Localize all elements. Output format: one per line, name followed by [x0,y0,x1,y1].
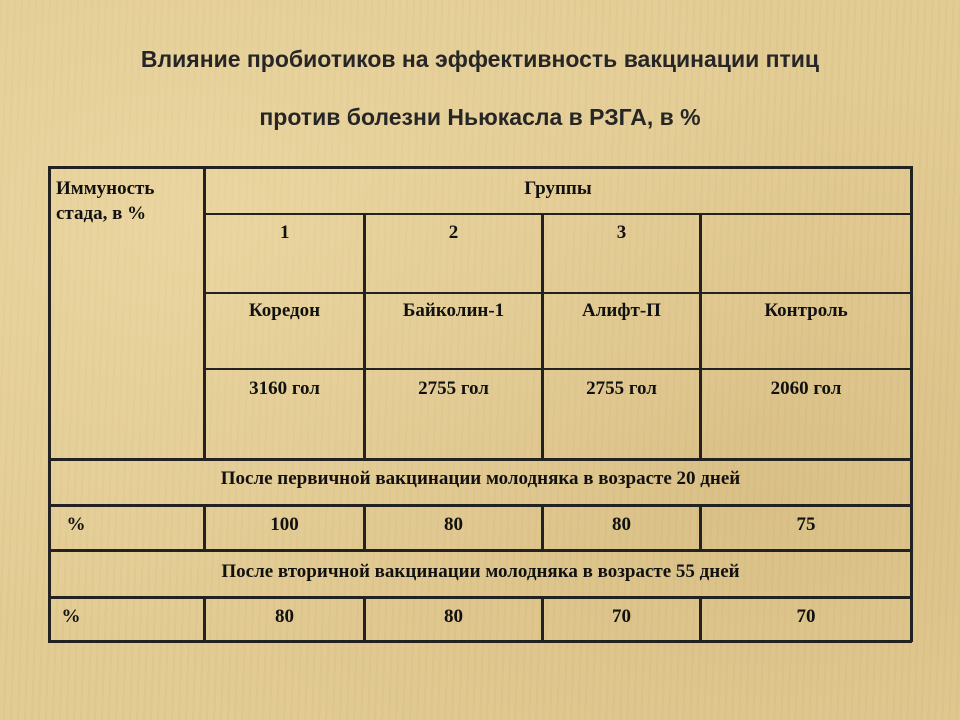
section-1-value-1: 100 [270,514,299,535]
section-1-row-label: % [66,514,86,535]
corner-header [56,176,196,226]
section-2-row-label: % [61,606,81,627]
section-2-value-2: 80 [444,606,463,627]
heads-4: 2060 гол [770,378,842,399]
divider-numbers [203,292,912,294]
divider-col-2 [541,213,544,460]
prep-1: Коредон [248,300,321,321]
divider-row-2-top [48,596,912,599]
prep-2: Байколин-1 [402,300,505,321]
section-2-value-4: 70 [796,606,816,627]
group-number-3: 3 [616,222,627,243]
group-number-1: 1 [280,222,290,243]
table-border-bottom [48,640,912,643]
prep-4: Контроль [764,300,848,321]
table-border-right [910,166,913,642]
heads-2: 2755 гол [418,378,489,399]
heads-1: 3160 гол [249,378,320,399]
section-1-caption: После первичной вакцинации молодняка в возрасте 20 дней [220,468,741,489]
divider-preps [203,368,912,370]
section-2-value-1: 80 [275,606,294,627]
divider-col-1 [363,213,366,460]
divider-col-3 [699,213,702,460]
slide-title-line-1: Влияние пробиотиков на эффективность вакцинации птиц [140,46,820,72]
divider-row-1-top [48,504,912,507]
corner-header-text: Иммуность стада, в % [56,178,155,224]
section-2-value-3: 70 [612,606,631,627]
table-border-top [48,166,912,169]
section-1-value-4: 75 [796,514,816,535]
section-1-value-2: 80 [444,514,463,535]
section-2-caption: После вторичной вакцинации молодняка в возрасте 55 дней [221,561,740,582]
divider-groups [203,213,912,215]
divider-row-1-bottom [48,549,912,552]
slide-title-line-2: против болезни Ньюкасла в РЗГА, в % [259,104,701,130]
prep-3: Алифт-П [582,300,661,321]
divider-section-1 [48,458,912,461]
groups-header: Группы [524,178,592,199]
heads-3: 2755 гол [586,378,657,399]
section-1-value-3: 80 [612,514,631,535]
group-number-2: 2 [448,222,459,243]
